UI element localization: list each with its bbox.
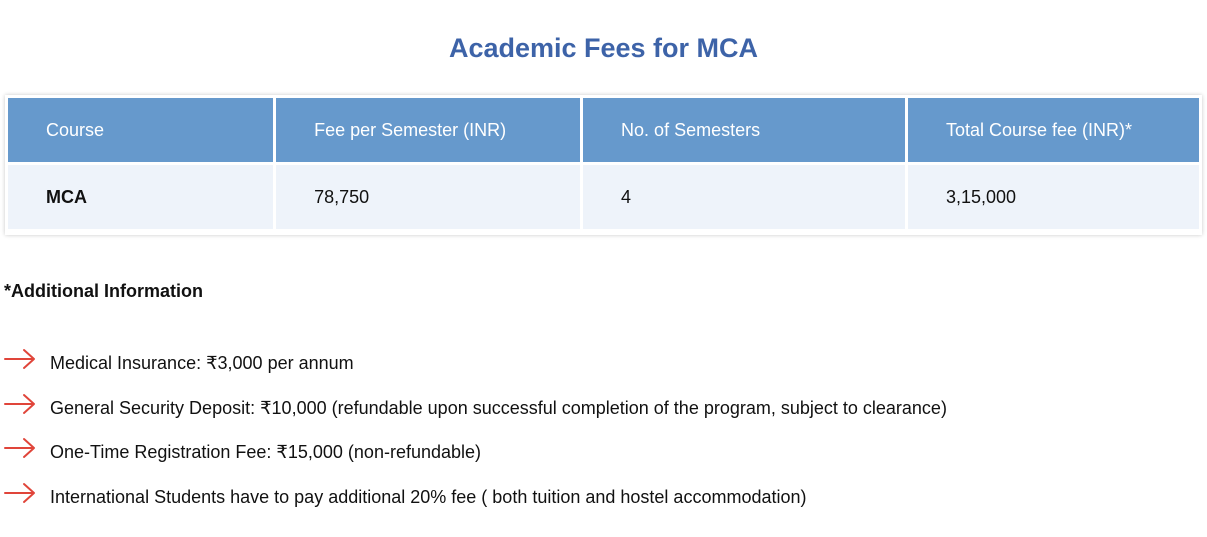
header-course: Course bbox=[8, 98, 273, 162]
additional-info-list bbox=[4, 348, 947, 526]
table-row bbox=[8, 165, 1199, 229]
list-item bbox=[4, 348, 947, 393]
right-arrow-icon bbox=[4, 437, 36, 459]
table-header-row bbox=[8, 98, 1199, 162]
list-item bbox=[4, 482, 947, 527]
header-total-course-fee: Total Course fee (INR)* bbox=[908, 98, 1199, 162]
additional-info-heading: *Additional Information bbox=[4, 281, 203, 301]
header-no-of-semesters: No. of Semesters bbox=[583, 98, 905, 162]
header-fee-per-semester: Fee per Semester (INR) bbox=[276, 98, 580, 162]
cell-course: MCA bbox=[8, 165, 273, 229]
list-item-text: General Security Deposit: ₹10,000 (refundable upon successful completion of the program, subject to clearance) bbox=[50, 397, 947, 418]
list-item-text: International Students have to pay additional 20% fee ( both tuition and hostel accommodation) bbox=[50, 486, 807, 507]
cell-fee-per-semester: 78,750 bbox=[276, 165, 580, 229]
right-arrow-icon bbox=[4, 393, 36, 415]
right-arrow-icon bbox=[4, 482, 36, 504]
page-title: Academic Fees for MCA bbox=[448, 33, 759, 63]
cell-total-course-fee: 3,15,000 bbox=[908, 165, 1199, 229]
fees-table bbox=[5, 95, 1202, 232]
list-item bbox=[4, 437, 947, 482]
cell-no-of-semesters: 4 bbox=[583, 165, 905, 229]
list-item-text: One-Time Registration Fee: ₹15,000 (non-refundable) bbox=[50, 442, 482, 462]
list-item-text: Medical Insurance: ₹3,000 per annum bbox=[50, 353, 354, 373]
right-arrow-icon bbox=[4, 348, 36, 370]
fees-table-container bbox=[5, 95, 1202, 235]
list-item bbox=[4, 393, 947, 438]
